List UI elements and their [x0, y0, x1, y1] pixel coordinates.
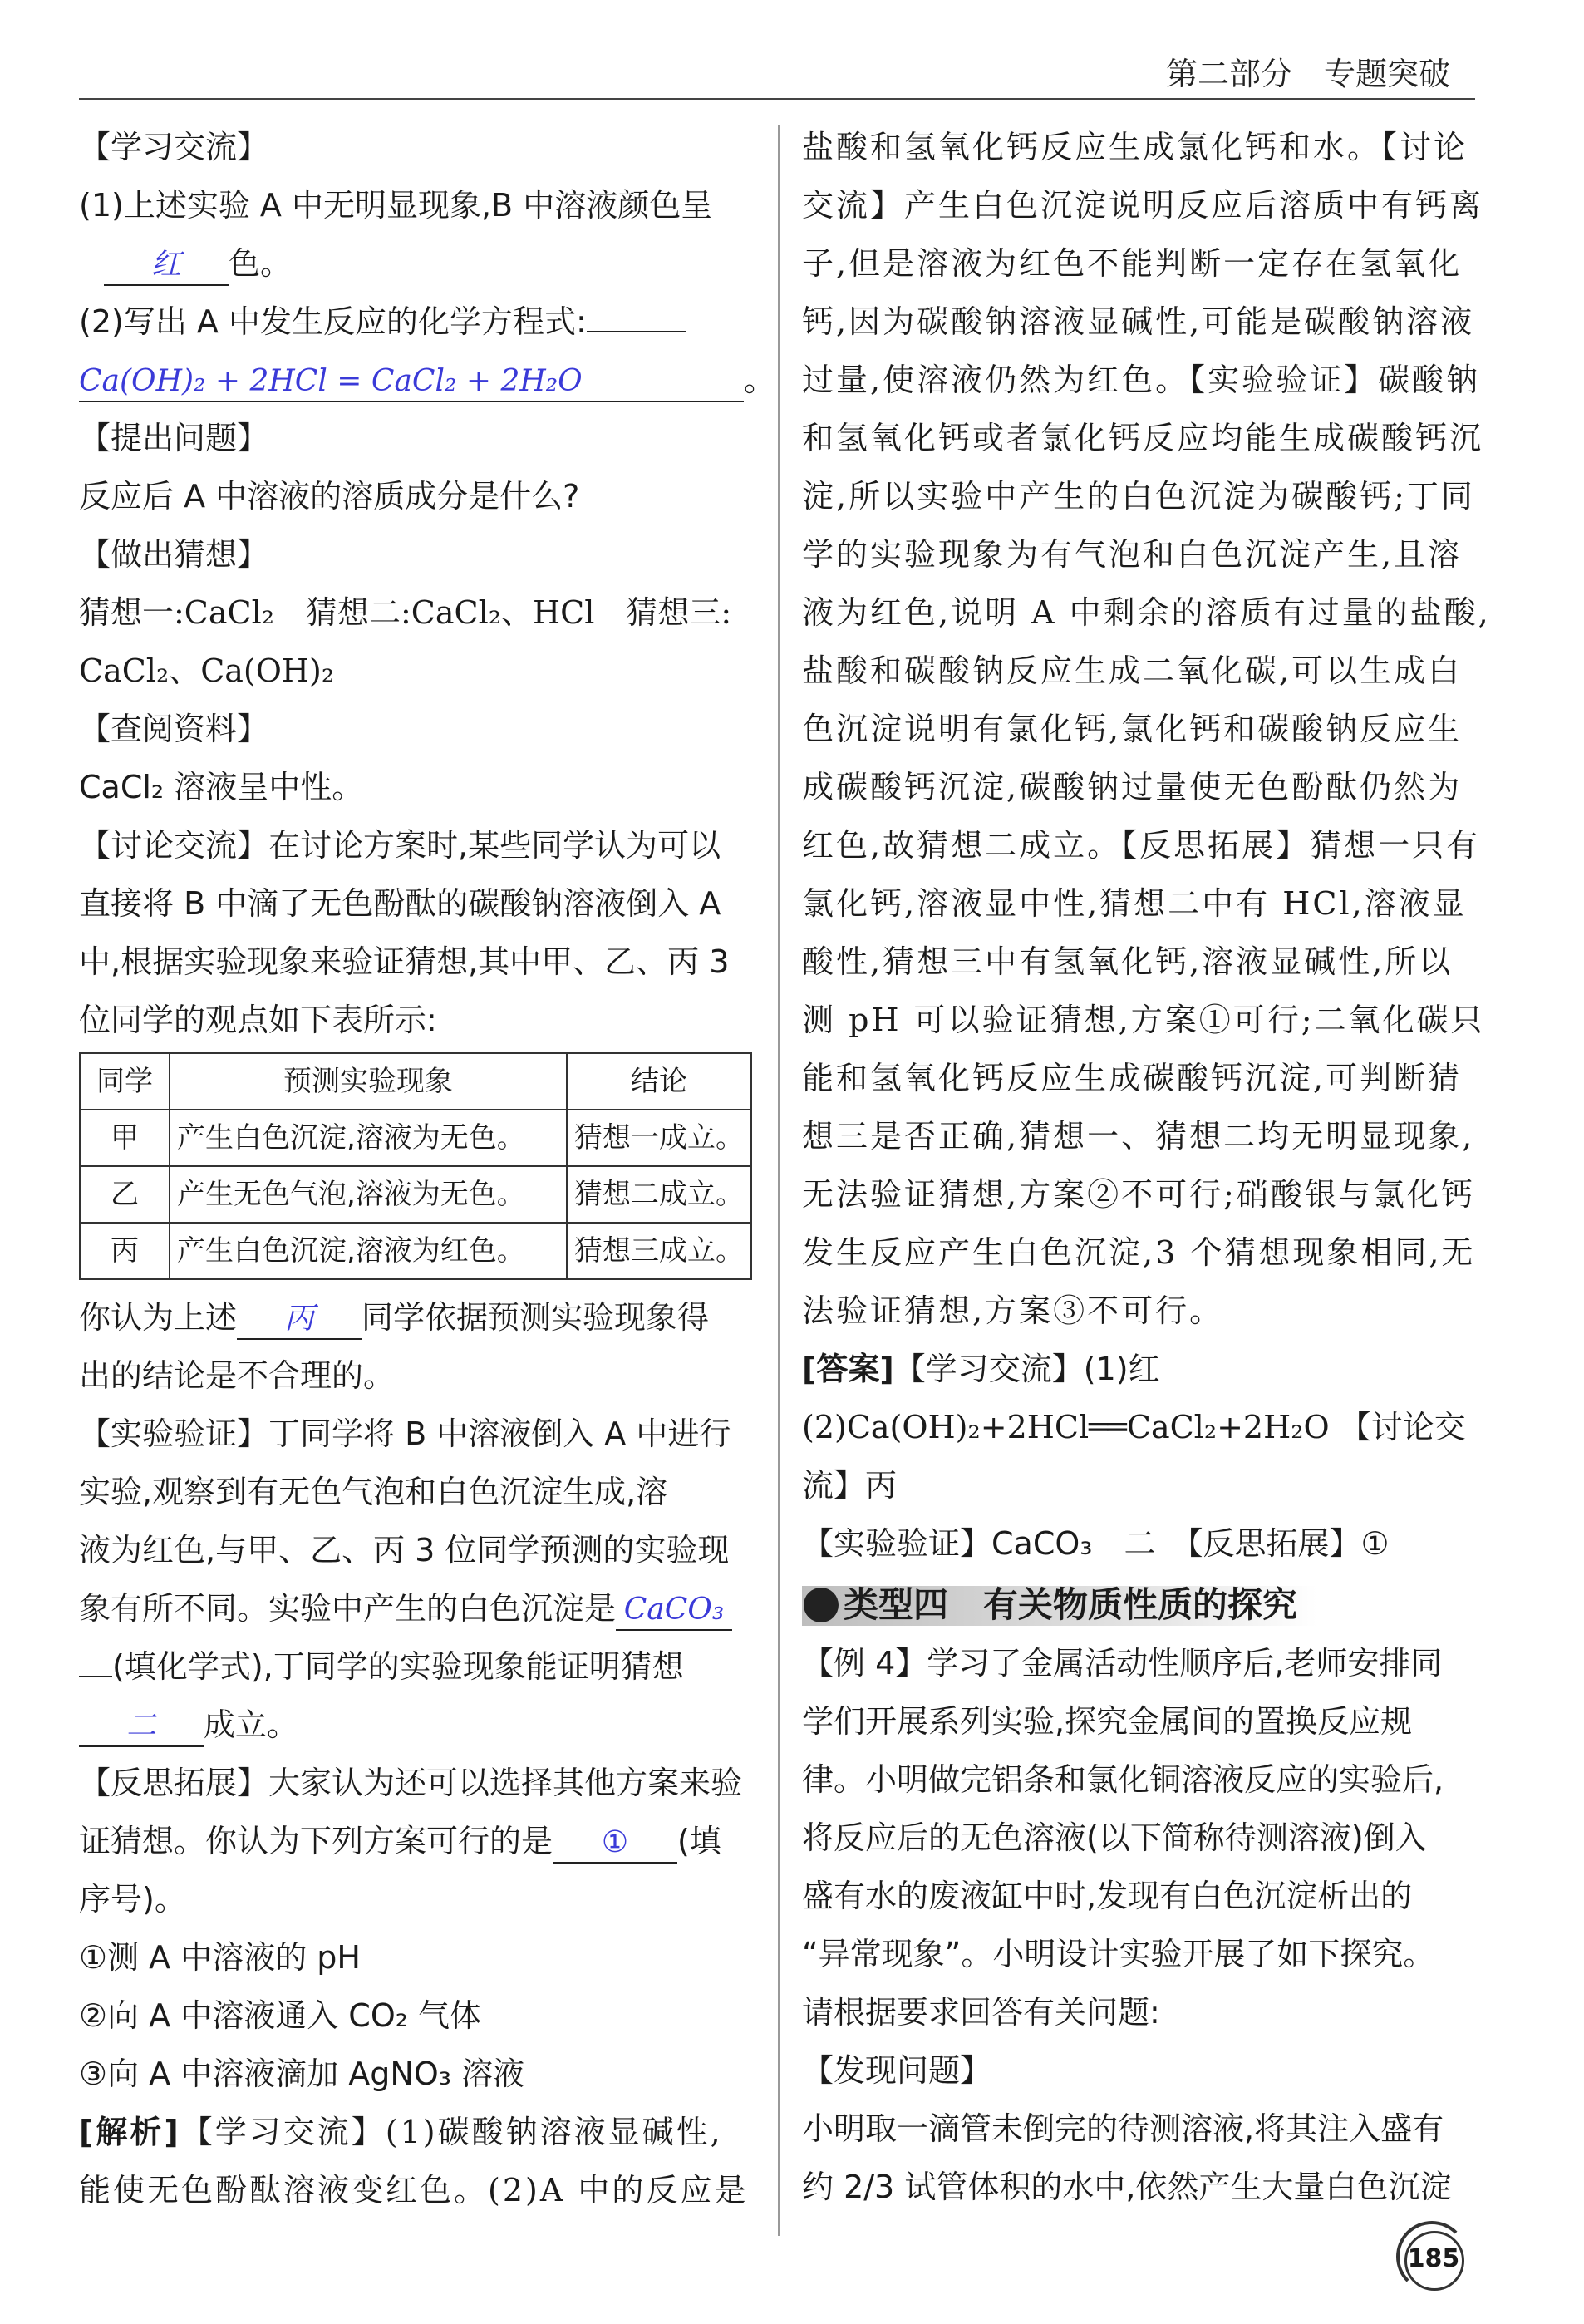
answer-line-4: 【实验验证】CaCO₃ 二 【反思拓展】① [802, 1525, 1390, 1562]
table-cell: 甲 [80, 1110, 170, 1166]
prediction-table [79, 1052, 752, 1280]
table-cell: 产生白色沉淀,溶液为红色。 [170, 1223, 567, 1279]
heading-guess: 【做出猜想】 [79, 536, 269, 573]
analysis-cont-21: 法验证猜想,方案③不可行。 [802, 1292, 1224, 1329]
analysis-cont-18: 想三是否正确,猜想一、猜想二均无明显现象, [802, 1118, 1475, 1155]
table-row [80, 1110, 751, 1166]
example-line-6: “异常现象”。小明设计实验开展了如下探究。 [802, 1936, 1435, 1972]
verify-line-6-suffix: 成立。 [204, 1706, 299, 1743]
table-row [80, 1223, 751, 1279]
example-line-5: 盛有水的废液缸中时,发现有白色沉淀析出的 [802, 1878, 1413, 1914]
discover-line-1: 小明取一滴管未倒完的待测溶液,将其注入盛有 [802, 2110, 1444, 2147]
verify-line-1: 【实验验证】丁同学将 B 中溶液倒入 A 中进行 [79, 1416, 731, 1452]
table-cell: 产生白色沉淀,溶液为无色。 [170, 1110, 567, 1166]
question-2-blank [587, 331, 686, 332]
example-line-2: 学们开展系列实验,探究金属间的置换反应规 [802, 1703, 1413, 1740]
page-number-badge [1396, 2221, 1464, 2289]
reflect-line-3: 序号)。 [79, 1881, 186, 1918]
analysis-cont-5: 过量,使溶液仍然为红色。【实验验证】碳酸钠 [802, 362, 1481, 398]
option-1: ①测 A 中溶液的 pH [79, 1939, 361, 1976]
section-heading [802, 1576, 1475, 1634]
analysis-cont-20: 发生反应产生白色沉淀,3 个猜想现象相同,无 [802, 1234, 1476, 1271]
answer-red: 红 [104, 246, 229, 286]
opinion-prefix: 你认为上述 [79, 1299, 238, 1336]
reference-text: CaCl₂ 溶液呈中性。 [79, 769, 364, 805]
reflect-line-1: 【反思拓展】大家认为还可以选择其他方案来验 [79, 1765, 743, 1801]
guess-line-2: CaCl₂、Ca(OH)₂ [79, 652, 335, 689]
reflect-suffix: (填 [677, 1823, 721, 1859]
answer-line-2: (2)Ca(OH)₂+2HCl══CaCl₂+2H₂O 【讨论交 [802, 1409, 1466, 1445]
answer-line-1 [802, 1340, 1475, 1398]
question-1-blank-line [79, 234, 760, 293]
analysis-cont-7: 淀,所以实验中产生的白色沉淀为碳酸钙;丁同 [802, 478, 1475, 515]
analysis-cont-19: 无法验证猜想,方案②不可行;硝酸银与氯化钙 [802, 1176, 1475, 1213]
verify-line-4 [79, 1579, 760, 1637]
analysis-cont-12: 成碳酸钙沉淀,碳酸钠过量使无色酚酞仍然为 [802, 769, 1463, 805]
question-2-suffix: 。 [744, 362, 776, 398]
table-header-cell: 同学 [80, 1053, 170, 1110]
discover-line-2: 约 2/3 试管体积的水中,依然产生大量白色沉淀 [802, 2169, 1452, 2205]
right-column [802, 118, 1491, 2216]
example-line-4: 将反应后的无色溶液(以下简称待测溶液)倒入 [802, 1819, 1427, 1856]
analysis-cont-9: 液为红色,说明 A 中剩余的溶质有过量的盐酸, [802, 594, 1491, 631]
table-cell: 猜想三成立。 [567, 1223, 751, 1279]
column-divider [778, 125, 780, 2236]
heading-reference: 【查阅资料】 [79, 711, 269, 747]
analysis-line-1 [79, 2103, 760, 2161]
opinion-line-2: 出的结论是不合理的。 [79, 1357, 396, 1394]
example-line-3: 律。小明做完铝条和氯化铜溶液反应的实验后, [802, 1761, 1444, 1798]
question-1-suffix: 色。 [229, 245, 293, 282]
opinion-line-1 [79, 1288, 760, 1347]
question-2 [79, 293, 760, 351]
table-row [80, 1166, 751, 1223]
option-3: ③向 A 中溶液滴加 AgNO₃ 溶液 [79, 2056, 525, 2092]
opinion-suffix: 同学依据预测实验现象得 [362, 1299, 710, 1336]
question-1: (1)上述实验 A 中无明显现象,B 中溶液颜色呈 [79, 187, 713, 224]
verify-line-6 [79, 1696, 760, 1754]
analysis-cont-6: 和氢氧化钙或者氯化钙反应均能生成碳酸钙沉 [802, 420, 1484, 456]
reflect-line-2 [79, 1812, 760, 1870]
example-line-7: 请根据要求回答有关问题: [802, 1994, 1160, 2031]
verify-line-2: 实验,观察到有无色气泡和白色沉淀生成,溶 [79, 1474, 668, 1510]
option-2: ②向 A 中溶液通入 CO₂ 气体 [79, 1997, 482, 2034]
table-cell: 猜想一成立。 [567, 1110, 751, 1166]
answer-label: [答案] [802, 1351, 894, 1387]
table-cell: 丙 [80, 1223, 170, 1279]
verify-line-5-text: (填化学式),丁同学的实验现象能证明猜想 [112, 1648, 684, 1685]
answer-one: ① [553, 1824, 677, 1864]
answer-equation: Ca(OH)₂ + 2HCl = CaCl₂ + 2H₂O [79, 362, 744, 402]
heading-study: 【学习交流】 [79, 129, 269, 165]
discussion-line-2: 直接将 B 中滴了无色酚酞的碳酸钠溶液倒入 A [79, 885, 721, 922]
analysis-line-2: 能使无色酚酞溶液变红色。(2)A 中的反应是 [79, 2172, 749, 2208]
answer-caco3: CaCO₃ [616, 1591, 732, 1631]
analysis-label: [解析] [79, 2114, 181, 2150]
answer-er: 二 [79, 1707, 204, 1747]
page-number: 185 [1407, 2244, 1460, 2273]
discussion-line-4: 位同学的观点如下表所示: [79, 1002, 437, 1038]
verify-blank-tail [79, 1676, 112, 1677]
analysis-cont-17: 能和氢氧化钙反应生成碳酸钙沉淀,可判断猜 [802, 1060, 1463, 1096]
heading-question: 【提出问题】 [79, 420, 269, 456]
left-column [79, 118, 776, 2219]
table-header-row [80, 1053, 751, 1110]
example-line-1: 【例 4】学习了金属活动性顺序后,老师安排同 [802, 1645, 1443, 1681]
answer-line-3: 流】丙 [802, 1467, 898, 1504]
analysis-cont-11: 色沉淀说明有氯化钙,氯化钙和碳酸钠反应生 [802, 711, 1463, 747]
analysis-cont-8: 学的实验现象为有气泡和白色沉淀产生,且溶 [802, 536, 1463, 573]
table-cell: 猜想二成立。 [567, 1166, 751, 1223]
reflect-prefix: 证猜想。你认为下列方案可行的是 [79, 1823, 553, 1859]
analysis-cont-4: 钙,因为碳酸钠溶液显碱性,可能是碳酸钠溶液 [802, 303, 1475, 340]
table-header-cell: 预测实验现象 [170, 1053, 567, 1110]
discussion-line-1: 【讨论交流】在讨论方案时,某些同学认为可以 [79, 827, 721, 864]
question-2-answer-line [79, 351, 776, 409]
discussion-line-3: 中,根据实验现象来验证猜想,其中甲、乙、丙 3 [79, 943, 730, 980]
analysis-cont-3: 子,但是溶液为红色不能判断一定存在氢氧化 [802, 245, 1463, 282]
analysis-cont-1: 盐酸和氢氧化钙反应生成氯化钙和水。【讨论 [802, 129, 1468, 165]
verify-line-3: 液为红色,与甲、乙、丙 3 位同学预测的实验现 [79, 1532, 730, 1568]
analysis-cont-15: 酸性,猜想三中有氢氧化钙,溶液显碱性,所以 [802, 943, 1454, 980]
guess-line-1: 猜想一:CaCl₂ 猜想二:CaCl₂、HCl 猜想三: [79, 594, 732, 631]
page-header [79, 33, 1475, 100]
analysis-cont-13: 红色,故猜想二成立。【反思拓展】猜想一只有 [802, 827, 1481, 864]
question-text: 反应后 A 中溶液的溶质成分是什么? [79, 478, 580, 515]
header-title: 第二部分 专题突破 [1165, 56, 1450, 92]
section-title: 类型四 有关物质性质的探究 [844, 1584, 1298, 1625]
analysis-cont-16: 测 pH 可以验证猜想,方案①可行;二氧化碳只 [802, 1002, 1485, 1038]
analysis-line-1-text: 【学习交流】(1)碳酸钠溶液显碱性, [180, 2114, 723, 2150]
table-cell: 产生无色气泡,溶液为无色。 [170, 1166, 567, 1223]
heading-discover: 【发现问题】 [802, 2052, 992, 2089]
analysis-cont-10: 盐酸和碳酸钠反应生成二氧化碳,可以生成白 [802, 652, 1463, 689]
answer-bing: 丙 [237, 1300, 362, 1340]
table-cell: 乙 [80, 1166, 170, 1223]
flask-icon [804, 1588, 839, 1622]
analysis-cont-14: 氯化钙,溶液显中性,猜想二中有 HCl,溶液显 [802, 885, 1467, 922]
answer-line-1-text: 【学习交流】(1)红 [893, 1351, 1160, 1387]
analysis-cont-2: 交流】产生白色沉淀说明反应后溶质中有钙离 [802, 187, 1484, 224]
table-header-cell: 结论 [567, 1053, 751, 1110]
question-2-text: (2)写出 A 中发生反应的化学方程式: [79, 303, 587, 340]
verify-line-4-text: 象有所不同。实验中产生的白色沉淀是 [79, 1590, 617, 1627]
verify-line-5 [79, 1637, 760, 1696]
